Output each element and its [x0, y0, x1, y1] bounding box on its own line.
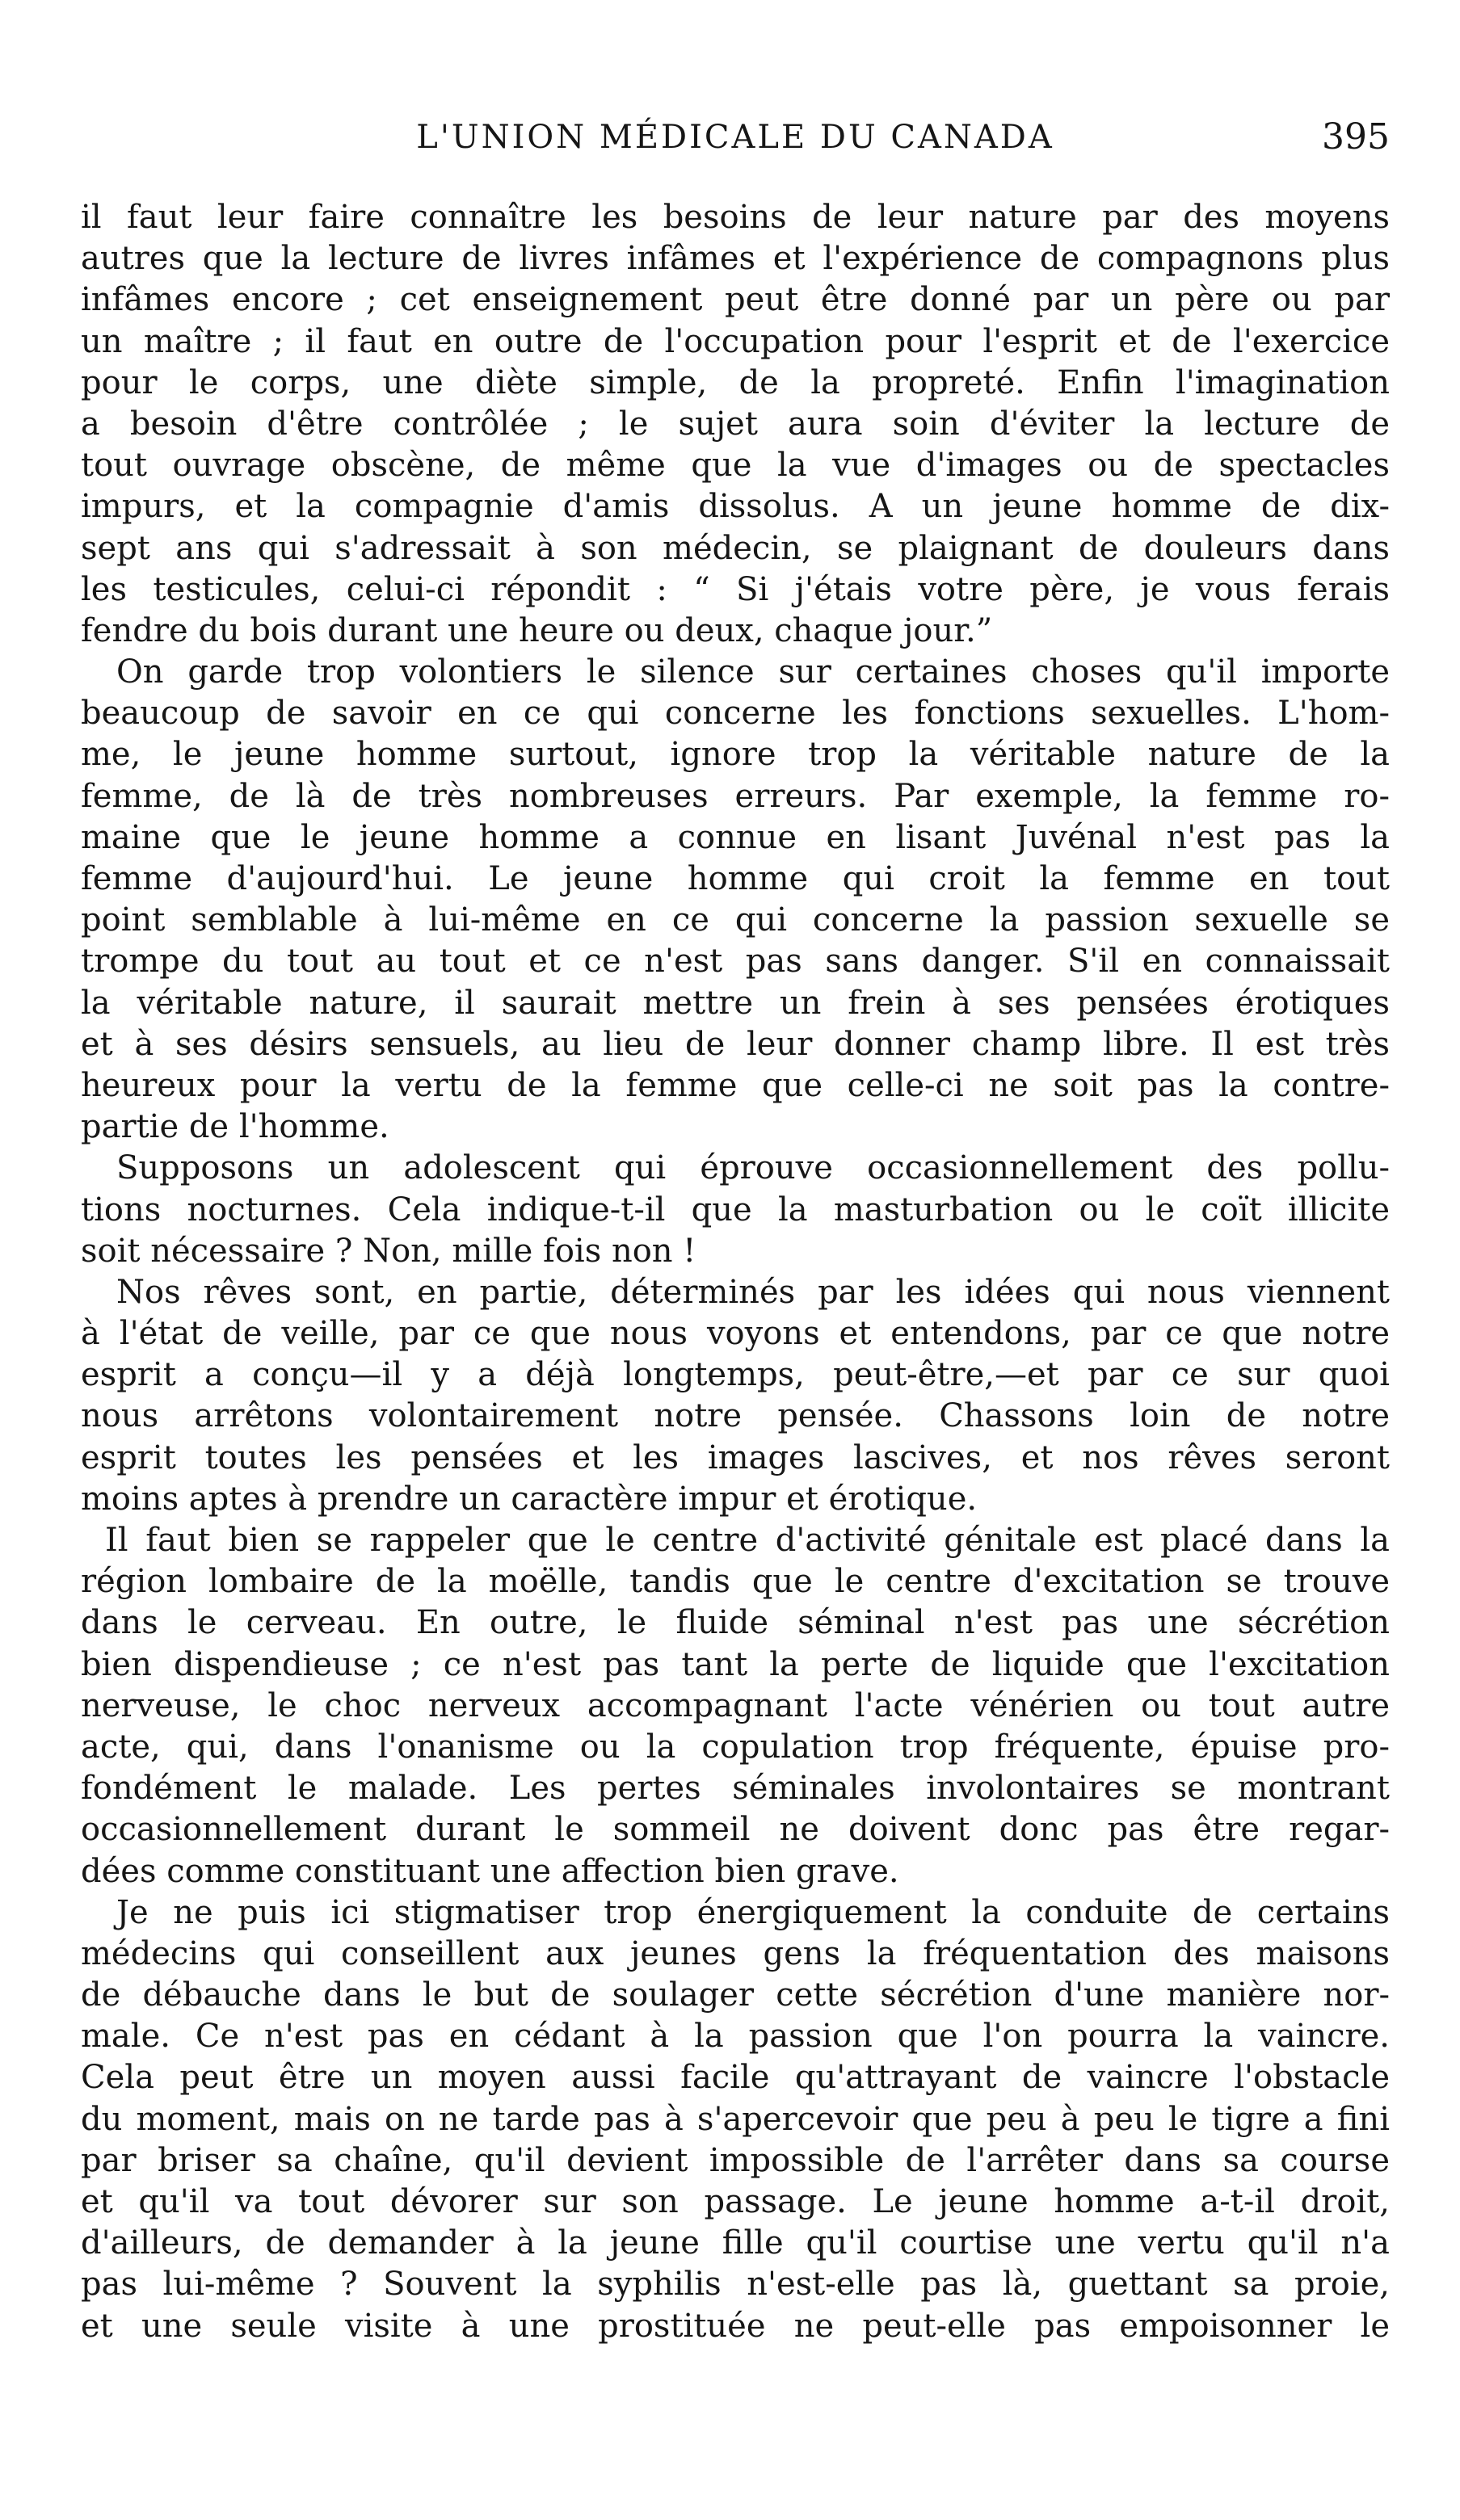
- text-line: me, le jeune homme surtout, ignore trop la véritable nature de la: [81, 736, 1390, 774]
- text-line: male. Ce n'est pas en cédant à la passion que l'on pourra la vaincre.: [81, 2018, 1390, 2056]
- text-line: Cela peut être un moyen aussi facile qu'attrayant de vaincre l'obstacle: [81, 2059, 1390, 2097]
- text-line: d'ailleurs, de demander à la jeune fille qu'il courtise une vertu qu'il n'a: [81, 2224, 1390, 2262]
- text-line: nerveuse, le choc nerveux accompagnant l'acte vénérien ou tout autre: [81, 1686, 1390, 1724]
- text-line: esprit a conçu—il y a déjà longtemps, peut-être,—et par ce sur quoi: [81, 1356, 1390, 1394]
- text-line: fondément le malade. Les pertes séminales involontaires se montrant: [81, 1770, 1390, 1808]
- text-line: et une seule visite à une prostituée ne peut-elle pas empoisonner le: [81, 2307, 1390, 2345]
- text-line: tout ouvrage obscène, de même que la vue d'images ou de spectacles: [81, 447, 1390, 485]
- text-line: a besoin d'être contrôlée ; le sujet aura soin d'éviter la lecture de: [81, 405, 1390, 443]
- text-line: trompe du tout au tout et ce n'est pas sans danger. S'il en connaissait: [81, 943, 1390, 981]
- text-line: médecins qui conseillent aux jeunes gens la fréquentation des maisons: [81, 1934, 1390, 1972]
- text-line: Je ne puis ici stigmatiser trop énergiquement la conduite de certains: [116, 1893, 1390, 1931]
- text-line: la véritable nature, il saurait mettre un frein à ses pensées érotiques: [81, 984, 1390, 1022]
- text-line: impurs, et la compagnie d'amis dissolus. A un jeune homme de dix-: [81, 488, 1390, 526]
- text-line: dans le cerveau. En outre, le fluide séminal n'est pas une sécrétion: [81, 1604, 1390, 1642]
- text-line: acte, qui, dans l'onanisme ou la copulation trop fréquente, épuise pro-: [81, 1728, 1390, 1766]
- text-line: Supposons un adolescent qui éprouve occasionnellement des pollu-: [116, 1149, 1390, 1187]
- text-line: infâmes encore ; cet enseignement peut être donné par un père ou par: [81, 281, 1390, 319]
- text-line: région lombaire de la moëlle, tandis que le centre d'excitation se trouve: [81, 1563, 1390, 1601]
- running-head: [81, 113, 1390, 162]
- text-line: pour le corps, une diète simple, de la propreté. Enfin l'imagination: [81, 363, 1390, 401]
- text-line: partie de l'homme.: [81, 1108, 389, 1146]
- text-line: femme d'aujourd'hui. Le jeune homme qui croit la femme en tout: [81, 860, 1390, 897]
- page-number: 395: [1322, 116, 1390, 158]
- text-line: pas lui-même ? Souvent la syphilis n'est-elle pas là, guettant sa proie,: [81, 2266, 1390, 2304]
- text-line: maine que le jeune homme a connue en lisant Juvénal n'est pas la: [81, 818, 1390, 856]
- text-line: soit nécessaire ? Non, mille fois non !: [81, 1232, 696, 1270]
- text-line: nous arrêtons volontairement notre pensée. Chassons loin de notre: [81, 1397, 1390, 1435]
- text-line: On garde trop volontiers le silence sur certaines choses qu'il importe: [116, 653, 1390, 691]
- text-line: tions nocturnes. Cela indique-t-il que la masturbation ou le coït illicite: [81, 1191, 1390, 1228]
- text-line: à l'état de veille, par ce que nous voyons et entendons, par ce que notre: [81, 1315, 1390, 1353]
- body-text: [81, 197, 1390, 2347]
- text-line: par briser sa chaîne, qu'il devient impossible de l'arrêter dans sa course: [81, 2141, 1390, 2179]
- text-line: heureux pour la vertu de la femme que celle-ci ne soit pas la contre-: [81, 1066, 1390, 1104]
- text-line: Nos rêves sont, en partie, déterminés par les idées qui nous viennent: [116, 1273, 1390, 1311]
- journal-title: L'UNION MÉDICALE DU CANADA: [416, 119, 1054, 156]
- text-line: moins aptes à prendre un caractère impur et érotique.: [81, 1480, 978, 1518]
- text-line: les testicules, celui-ci répondit : “ Si j'étais votre père, je vous ferais: [81, 570, 1390, 608]
- text-line: dées comme constituant une affection bien grave.: [81, 1852, 899, 1890]
- text-line: beaucoup de savoir en ce qui concerne les fonctions sexuelles. L'hom-: [81, 695, 1390, 733]
- text-line: il faut leur faire connaître les besoins de leur nature par des moyens: [81, 199, 1390, 236]
- text-line: autres que la lecture de livres infâmes et l'expérience de compagnons plus: [81, 240, 1390, 278]
- text-line: et à ses désirs sensuels, au lieu de leur donner champ libre. Il est très: [81, 1025, 1390, 1063]
- text-line: femme, de là de très nombreuses erreurs. Par exemple, la femme ro-: [81, 777, 1390, 815]
- text-line: esprit toutes les pensées et les images lascives, et nos rêves seront: [81, 1438, 1390, 1476]
- text-line: et qu'il va tout dévorer sur son passage. Le jeune homme a-t-il droit,: [81, 2183, 1390, 2220]
- text-line: occasionnellement durant le sommeil ne doivent donc pas être regar-: [81, 1811, 1390, 1849]
- text-line: de débauche dans le but de soulager cette sécrétion d'une manière nor-: [81, 1976, 1390, 2014]
- text-line: un maître ; il faut en outre de l'occupation pour l'esprit et de l'exercice: [81, 322, 1390, 360]
- text-line: point semblable à lui-même en ce qui concerne la passion sexuelle se: [81, 901, 1390, 939]
- text-line: du moment, mais on ne tarde pas à s'apercevoir que peu à peu le tigre a fini: [81, 2100, 1390, 2138]
- text-line: Il faut bien se rappeler que le centre d'activité génitale est placé dans la: [105, 1522, 1390, 1559]
- text-line: bien dispendieuse ; ce n'est pas tant la perte de liquide que l'excitation: [81, 1645, 1390, 1683]
- text-line: fendre du bois durant une heure ou deux, chaque jour.”: [81, 611, 993, 649]
- text-line: sept ans qui s'adressait à son médecin, se plaignant de douleurs dans: [81, 529, 1390, 567]
